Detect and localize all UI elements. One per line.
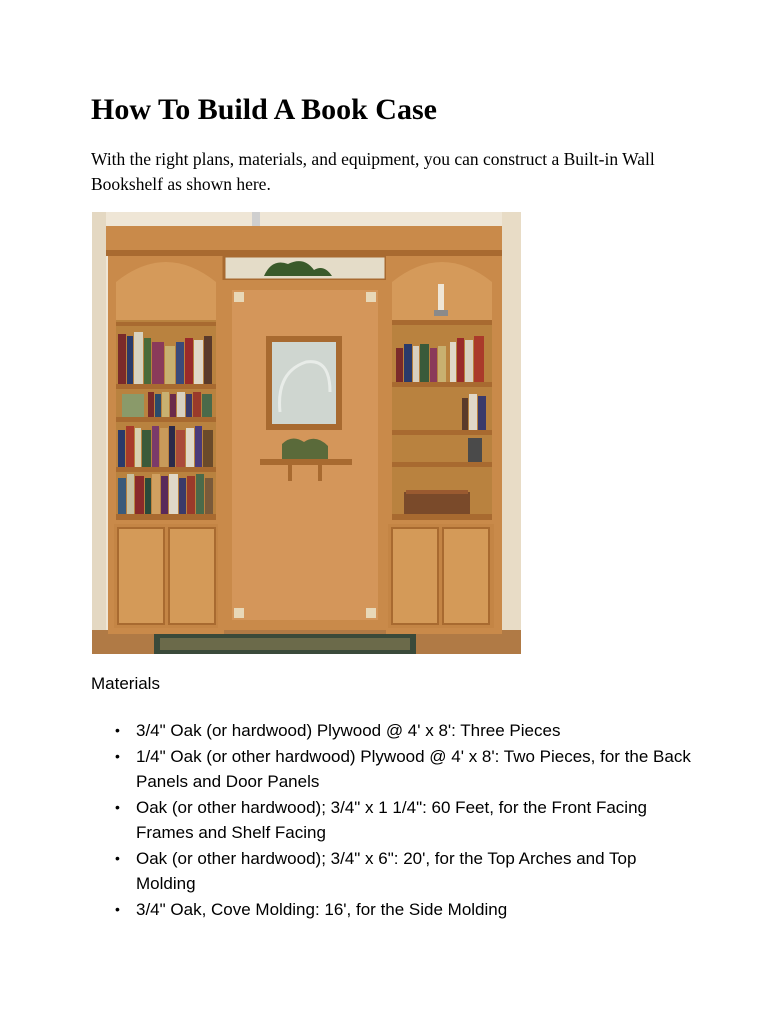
list-item: • 1/4" Oak (or other hardwood) Plywood @ 4' x 8': Two Pieces, for the Back Panels and Door Panels	[91, 744, 691, 795]
materials-list	[91, 718, 691, 922]
materials-heading: Materials	[91, 674, 160, 693]
list-item: • Oak (or other hardwood); 3/4" x 1 1/4": 60 Feet, for the Front Facing Frames and Shelf Facing	[91, 795, 691, 846]
intro-paragraph: With the right plans, materials, and equipment, you can construct a Built-in Wall Bookshelf as shown here.	[91, 149, 655, 194]
list-item: • Oak (or other hardwood); 3/4" x 6": 20', for the Top Arches and Top Molding	[91, 846, 691, 897]
list-item: • 3/4" Oak, Cove Molding: 16', for the Side Molding	[91, 897, 691, 923]
bookcase-photo	[92, 212, 521, 654]
page-title: How To Build A Book Case	[91, 93, 437, 126]
list-item: • 3/4" Oak (or hardwood) Plywood @ 4' x 8': Three Pieces	[91, 718, 691, 744]
